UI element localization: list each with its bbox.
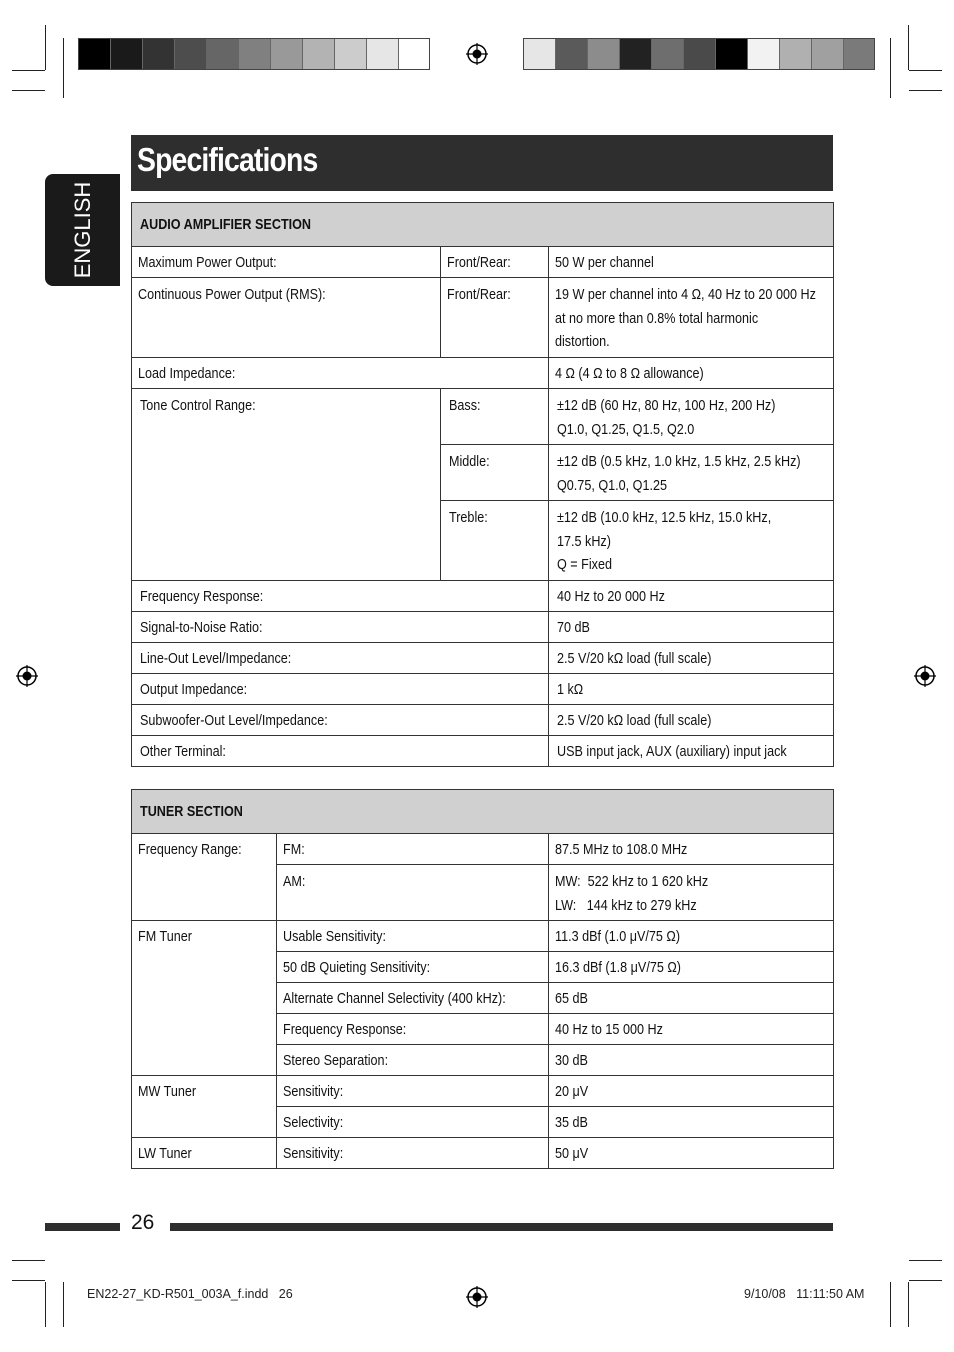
spec-value: 1 kΩ [557,681,584,698]
spec-value: 2.5 V/20 kΩ load (full scale) [557,712,712,729]
spec-sublabel: Treble: [449,509,488,526]
language-tab [45,174,120,286]
spec-value: 16.3 dBf (1.8 μV/75 Ω) [555,959,681,976]
table-row [132,389,834,445]
spec-value: 87.5 MHz to 108.0 MHz [555,841,688,858]
spec-value: 40 Hz to 15 000 Hz [555,1021,663,1038]
spec-sublabel: Sensitivity: [283,1145,344,1162]
spec-label: Other Terminal: [140,743,226,760]
spec-label: FM Tuner [138,928,192,945]
registration-mark-icon [466,1286,488,1308]
spec-value: 2.5 V/20 kΩ load (full scale) [557,650,712,667]
spec-value: Q0.75, Q1.0, Q1.25 [557,476,667,494]
tuner-section-title: TUNER SECTION [140,802,243,820]
table-row [132,1076,834,1107]
spec-value: ±12 dB (0.5 kHz, 1.0 kHz, 1.5 kHz, 2.5 kHz) [557,453,801,470]
crop-mark [909,1260,942,1261]
section-header [132,790,834,834]
crop-mark [12,90,45,91]
table-row [132,278,834,358]
spec-label: Output Impedance: [140,681,248,698]
spec-value: 50 W per channel [555,254,654,271]
spec-sublabel: Sensitivity: [283,1083,344,1100]
table-row [132,705,834,736]
spec-label: Continuous Power Output (RMS): [138,286,326,303]
spec-value: 65 dB [555,990,588,1007]
table-row [132,736,834,767]
spec-sublabel: FM: [283,841,305,858]
table-row [132,612,834,643]
spec-sublabel: AM: [283,873,306,890]
spec-value: ±12 dB (60 Hz, 80 Hz, 100 Hz, 200 Hz) [557,397,776,414]
table-row [132,674,834,705]
spec-label: Maximum Power Output: [138,254,277,271]
spec-sublabel: Middle: [449,453,490,470]
slug-datetime: 9/10/08 11:11:50 AM [744,1287,865,1301]
spec-value: LW: 144 kHz to 279 kHz [555,896,697,914]
crop-mark [63,38,64,98]
footer-rule-left [45,1223,120,1231]
registration-mark-icon [914,665,936,687]
grayscale-color-bar [78,38,430,70]
audio-amplifier-table [131,202,834,767]
spec-value: ±12 dB (10.0 kHz, 12.5 kHz, 15.0 kHz, [557,509,772,526]
spec-sublabel: Front/Rear: [447,286,511,303]
crop-mark [890,38,891,98]
spec-value: MW: 522 kHz to 1 620 kHz [555,873,709,890]
section-header [132,203,834,247]
mixed-color-bar [523,38,875,70]
spec-value: USB input jack, AUX (auxiliary) input jack [557,743,787,760]
spec-sublabel: Bass: [449,397,481,414]
spec-sublabel: Usable Sensitivity: [283,928,386,945]
spec-label: Load Impedance: [138,365,236,382]
table-row [132,247,834,278]
language-tab-label: ENGLISH [69,181,95,279]
crop-mark [890,1282,891,1327]
spec-value: 70 dB [557,619,590,636]
crop-mark [12,1280,45,1281]
crop-mark [908,25,909,70]
spec-label: Signal-to-Noise Ratio: [140,619,263,636]
audio-section-title: AUDIO AMPLIFIER SECTION [140,215,312,233]
spec-value: 17.5 kHz) [557,532,611,550]
spec-sublabel: Alternate Channel Selectivity (400 kHz): [283,990,506,1007]
crop-mark [45,1282,46,1327]
crop-mark [45,25,46,70]
spec-sublabel: Frequency Response: [283,1021,407,1038]
spec-label: LW Tuner [138,1145,192,1162]
spec-value: 4 Ω (4 Ω to 8 Ω allowance) [555,365,704,382]
spec-sublabel: 50 dB Quieting Sensitivity: [283,959,431,976]
table-row [132,581,834,612]
spec-sublabel: Selectivity: [283,1114,344,1131]
slug-filename: EN22-27_KD-R501_003A_f.indd 26 [87,1287,293,1301]
spec-sublabel: Front/Rear: [447,254,511,271]
spec-value: Q1.0, Q1.25, Q1.5, Q2.0 [557,420,695,438]
spec-label: Frequency Response: [140,588,264,605]
spec-label: Subwoofer-Out Level/Impedance: [140,712,328,729]
footer-rule-right [170,1223,833,1231]
crop-mark [909,90,942,91]
spec-value: 11.3 dBf (1.0 μV/75 Ω) [555,928,681,945]
spec-value: distortion. [555,333,610,350]
crop-mark [63,1282,64,1327]
spec-value: 20 μV [555,1083,589,1100]
crop-mark [12,1260,45,1261]
crop-mark [908,1282,909,1327]
spec-value: 35 dB [555,1114,588,1131]
spec-label: MW Tuner [138,1083,197,1100]
crop-mark [12,70,45,71]
tuner-table [131,789,834,1169]
table-row [132,1138,834,1169]
spec-sublabel: Stereo Separation: [283,1052,389,1069]
table-row [132,921,834,952]
spec-value: 40 Hz to 20 000 Hz [557,588,665,605]
registration-mark-icon [466,43,488,65]
table-row [132,358,834,389]
spec-label: Frequency Range: [138,841,242,858]
spec-value: 30 dB [555,1052,588,1069]
registration-mark-icon [16,665,38,687]
table-row [132,643,834,674]
page-number: 26 [131,1211,155,1234]
table-row [132,834,834,865]
spec-value: 19 W per channel into 4 Ω, 40 Hz to 20 000 Hz [555,286,816,303]
spec-label: Line-Out Level/Impedance: [140,650,292,667]
page-title: Specifications [137,141,318,178]
spec-value: Q = Fixed [557,556,612,573]
crop-mark [909,1280,942,1281]
spec-label: Tone Control Range: [140,397,256,414]
spec-value: 50 μV [555,1145,589,1162]
page-title-bar [131,135,833,191]
spec-value: at no more than 0.8% total harmonic [555,309,759,327]
crop-mark [909,70,942,71]
